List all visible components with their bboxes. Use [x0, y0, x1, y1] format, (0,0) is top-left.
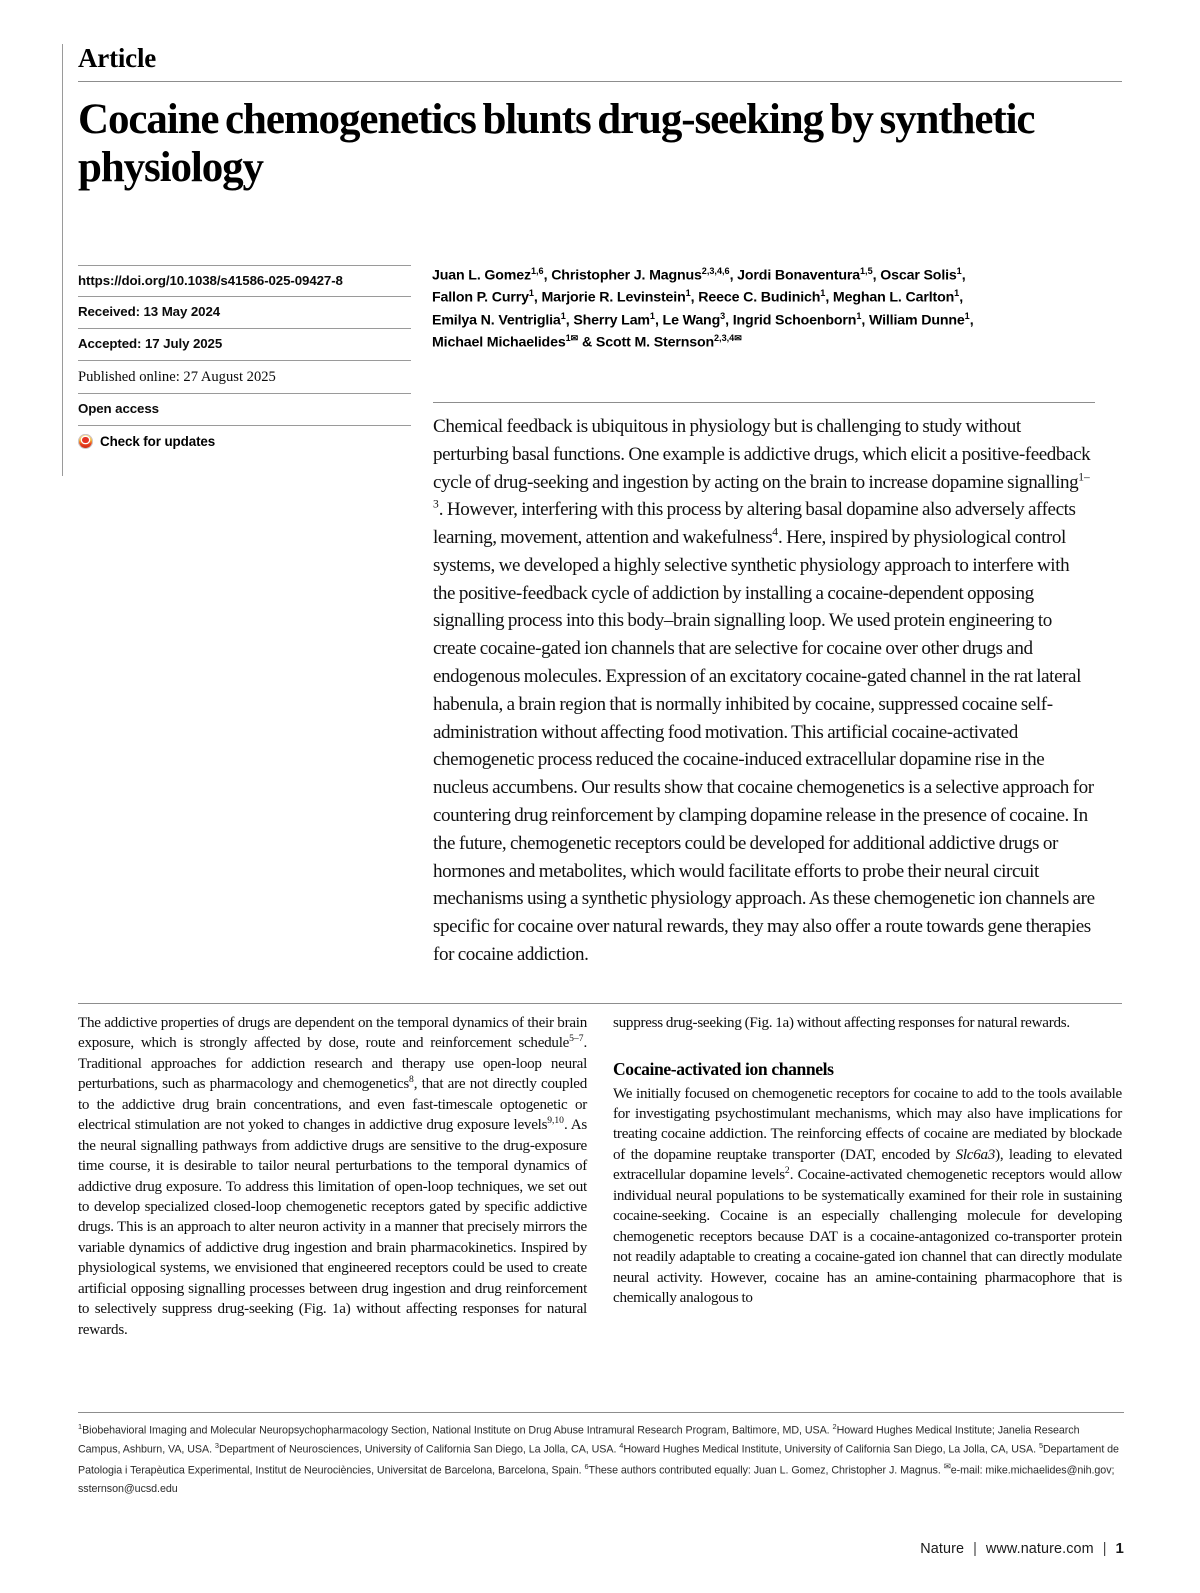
abstract-divider	[433, 402, 1095, 403]
affiliations-block	[78, 1412, 1124, 1498]
abstract-part-1: Chemical feedback is ubiquitous in physiology but is challenging to study without perturbing basal functions. One example is addictive drugs, which elicit a positive-feedback cycle of drug-seeking and ingestion by acting on the brain to increase dopamine signalling	[433, 416, 1091, 493]
article-type-label: Article	[78, 43, 157, 73]
page-footer	[920, 1540, 1124, 1557]
author-name[interactable]: , Ingrid Schoenborn	[725, 312, 857, 329]
equal-contribution-note: These authors contributed equally: Juan L. Gomez, Christopher J. Magnus.	[588, 1464, 944, 1477]
author-affiliation-ref: 1,5	[859, 265, 873, 276]
section-heading-cocaine-activated-ion-channels: Cocaine-activated ion channels	[613, 1059, 834, 1080]
body-column-right	[613, 1013, 1122, 1340]
affiliations-text	[78, 1421, 1124, 1498]
citation-ref[interactable]: 9,10	[547, 1115, 564, 1127]
author-name[interactable]: , William Dunne	[861, 312, 965, 329]
affiliation-3: Department of Neurosciences, University of California San Diego, La Jolla, CA, USA.	[218, 1443, 620, 1456]
affiliation-marker: 4	[619, 1440, 624, 1450]
author-name[interactable]: , Oscar Solis	[872, 267, 957, 284]
check-for-updates-badge-icon	[78, 434, 93, 449]
author-affiliation-ref: 1	[685, 288, 691, 299]
section-part-1: We initially focused on chemogenetic receptors for cocaine to add to the tools available for investigating psychostimulant mechanisms, which may also have implications for treating cocaine addiction. The reinforcing effects of cocaine are mediated by blockade of the dopamine reuptake transporter (DAT, encoded by	[613, 1085, 1122, 1163]
intro-part-4: . As the neural signalling pathways from addictive drugs are sensitive to the drug-exposure time course, it is desirable to tailor neural perturbations to the temporal dynamics of addictive drug exposure. To address this limitation of open-loop techniques, we set out to develop specialized closed-loop chemogenetic receptors gated by specific addictive drugs. This is an approach to alter neuron activity in a manner that precisely mirrors the variable dynamics of addictive drug ingestion and brain pharmacokinetics. Inspired by physiological systems, we envisioned that engineered receptors could be used to create artificial opposing signalling processes between drug ingestion and drug reinforcement to selectively suppress drug-seeking (Fig. 1a) without affecting responses for natural rewards.	[78, 1117, 587, 1338]
footer-page-number: 1	[1115, 1540, 1124, 1557]
author-affiliation-ref: 1	[956, 265, 962, 276]
corresponding-author-email-icon[interactable]: ✉	[570, 333, 579, 344]
abstract-citation-ref[interactable]: 1–3	[433, 471, 1090, 511]
author-name[interactable]: Fallon P. Curry	[432, 290, 529, 307]
author-line-3	[432, 310, 1122, 332]
page-title: Cocaine chemogenetics blunts drug-seeking by synthetic physiology	[78, 95, 1035, 192]
author-affiliation-ref: 1	[560, 310, 566, 321]
footer-website[interactable]: www.nature.com	[985, 1541, 1094, 1557]
body-divider	[78, 1003, 1122, 1004]
intro-paragraph	[78, 1013, 587, 1340]
body-block	[78, 1003, 1122, 1340]
header-block	[78, 44, 1122, 455]
abstract-citation-ref[interactable]: 4	[772, 526, 779, 539]
footer-separator: |	[973, 1541, 977, 1557]
publication-meta-column	[78, 265, 421, 455]
corresponding-author-email-icon[interactable]: ✉	[734, 333, 742, 344]
section-part-3: . Cocaine-activated chemogenetic receptors would allow individual neural populations to be systematically examined for their role in sustaining cocaine-seeking. Cocaine is an especially challenging molecule for developing chemogenetic receptors because DAT is a cocaine-antagonized co-transporter protein not readily adaptable to creating a cocaine-gated ion channel that can directly modulate neural activity. However, cocaine has an amine-containing pharmacophore that is chemically analogous to	[613, 1167, 1122, 1306]
author-affiliation-ref: 1	[856, 310, 862, 321]
header-divider	[78, 81, 1122, 82]
abstract-text	[433, 413, 1095, 969]
author-name[interactable]: Juan L. Gomez	[432, 267, 531, 284]
accepted-date: Accepted: 17 July 2025	[78, 328, 411, 360]
author-affiliation-ref: 2,3,4	[713, 333, 735, 344]
author-affiliation-ref: 2,3,4,6	[701, 265, 730, 276]
author-name[interactable]: Emilya N. Ventriglia	[432, 312, 561, 329]
affiliation-2: Howard Hughes Medical Institute; Janelia Research Campus, Ashburn, VA, USA.	[78, 1424, 1080, 1456]
author-name[interactable]: , Reece C. Budinich	[690, 290, 821, 307]
affiliations-divider	[78, 1412, 1124, 1413]
corresponding-emails[interactable]: e-mail: mike.michaelides@nih.gov; ssternson@ucsd.edu	[78, 1464, 1115, 1495]
author-name[interactable]: , Sherry Lam	[565, 312, 650, 329]
citation-ref[interactable]: 2	[784, 1165, 790, 1177]
affiliation-marker: 3	[214, 1440, 219, 1450]
received-date: Received: 13 May 2024	[78, 296, 411, 328]
left-vertical-rule	[62, 44, 63, 476]
affiliation-marker: 2	[832, 1422, 837, 1431]
check-for-updates-button[interactable]	[78, 425, 411, 455]
author-name[interactable]: , Jordi Bonaventura	[729, 267, 860, 284]
author-name[interactable]: , Meghan L. Carlton	[825, 290, 955, 307]
section-part-2: ), leading to elevated extracellular dopamine levels	[613, 1146, 1122, 1184]
affiliation-1: Biobehavioral Imaging and Molecular Neuropsychopharmacology Section, National Institute on Drug Abuse Intramural Research Program, Baltimore, MD, USA.	[82, 1424, 833, 1437]
author-line-4	[432, 332, 1122, 354]
author-affiliation-ref: 1	[964, 310, 970, 321]
section-paragraph	[613, 1084, 1122, 1309]
citation-ref[interactable]: 8	[408, 1074, 414, 1086]
author-name[interactable]: & Scott M. Sternson	[578, 334, 714, 351]
intro-part-1: The addictive properties of drugs are dependent on the temporal dynamics of their brain exposure, which is strongly affected by dose, route and reinforcement schedule	[78, 1015, 587, 1052]
author-separator: ,	[969, 312, 974, 329]
author-separator: ,	[959, 290, 963, 307]
affiliation-marker: 5	[1038, 1440, 1043, 1450]
intro-continuation-paragraph: suppress drug-seeking (Fig. 1a) without affecting responses for natural rewards.	[613, 1015, 1070, 1031]
intro-part-2: . Traditional approaches for addiction research and therapy use open-loop neural perturbations, such as pharmacology and chemogenetics	[78, 1035, 587, 1093]
abstract-block	[433, 402, 1095, 969]
intro-part-3: , that are not directly coupled to the addictive drug brain concentrations, and even fast-timescale optogenetic or electrical stimulation are not yoked to changes in addictive drug exposure levels	[78, 1076, 588, 1134]
citation-ref[interactable]: 5–7	[569, 1033, 584, 1045]
author-affiliation-ref: 1	[528, 288, 534, 299]
affiliation-4: Howard Hughes Medical Institute, University of California San Diego, La Jolla, CA, USA.	[623, 1443, 1039, 1456]
affiliation-5: Departament de Patologia i Terapèutica Experimental, Institut de Neurociències, Universitat de Barcelona, Barcelona, Spain.	[78, 1443, 1119, 1477]
open-access-label: Open access	[78, 393, 411, 425]
gene-name-italic: Slc6a3	[955, 1146, 996, 1163]
author-name[interactable]: Michael Michaelides	[432, 334, 566, 351]
author-name[interactable]: , Christopher J. Magnus	[543, 267, 702, 284]
affiliation-marker: 6	[584, 1461, 589, 1471]
affiliation-marker: 1	[78, 1422, 83, 1431]
author-line-2	[432, 287, 1122, 309]
body-column-left	[78, 1013, 587, 1340]
check-for-updates-label: Check for updates	[100, 433, 216, 449]
abstract-part-3: . Here, inspired by physiological control systems, we developed a highly selective synthetic physiology approach to interfere with the positive-feedback cycle of addiction by installing a cocaine-dependent opposing signalling process into this body–brain signalling loop. We used protein engineering to create cocaine-gated ion channels that are selective for cocaine over other drugs and endogenous molecules. Expression of an excitatory cocaine-gated channel in the rat lateral habenula, a brain region that is normally inhibited by cocaine, suppressed cocaine self-administration without affecting food motivation. This artificial cocaine-activated chemogenetic process reduced the cocaine-induced extracellular dopamine rise in the nucleus accumbens. Our results show that cocaine chemogenetics is a selective approach for countering drug reinforcement by clamping dopamine release in the presence of cocaine. In the future, chemogenetic receptors could be developed for additional addictive drugs or hormones and metabolites, which would facilitate efforts to probe their neural circuit mechanisms using a synthetic physiology approach. As these chemogenetic ion channels are specific for cocaine over natural rewards, they may also offer a route towards gene therapies for cocaine addiction.	[433, 527, 1095, 965]
doi-link[interactable]: https://doi.org/10.1038/s41586-025-09427-8	[78, 265, 411, 297]
author-affiliation-ref: 1,6	[530, 265, 544, 276]
author-name[interactable]: , Marjorie R. Levinstein	[533, 290, 686, 307]
author-affiliation-ref: 1	[649, 310, 655, 321]
email-envelope-icon: ✉	[943, 1460, 951, 1471]
author-separator: ,	[961, 267, 966, 284]
footer-journal-name: Nature	[920, 1541, 965, 1557]
body-columns	[78, 1013, 1122, 1340]
abstract-part-2: . However, interfering with this process by altering basal dopamine also adversely affects learning, movement, attention and wakefulness	[433, 499, 1076, 549]
footer-separator: |	[1102, 1541, 1107, 1557]
author-list	[432, 265, 1122, 355]
published-online-date: Published online: 27 August 2025	[78, 360, 411, 393]
author-line-1	[432, 265, 1122, 287]
author-affiliation-ref: 1	[820, 288, 826, 299]
author-affiliation-ref: 1	[954, 288, 960, 299]
author-affiliation-ref: 3	[720, 310, 726, 321]
author-affiliation-ref: 1	[565, 333, 571, 344]
author-name[interactable]: , Le Wang	[654, 312, 721, 329]
